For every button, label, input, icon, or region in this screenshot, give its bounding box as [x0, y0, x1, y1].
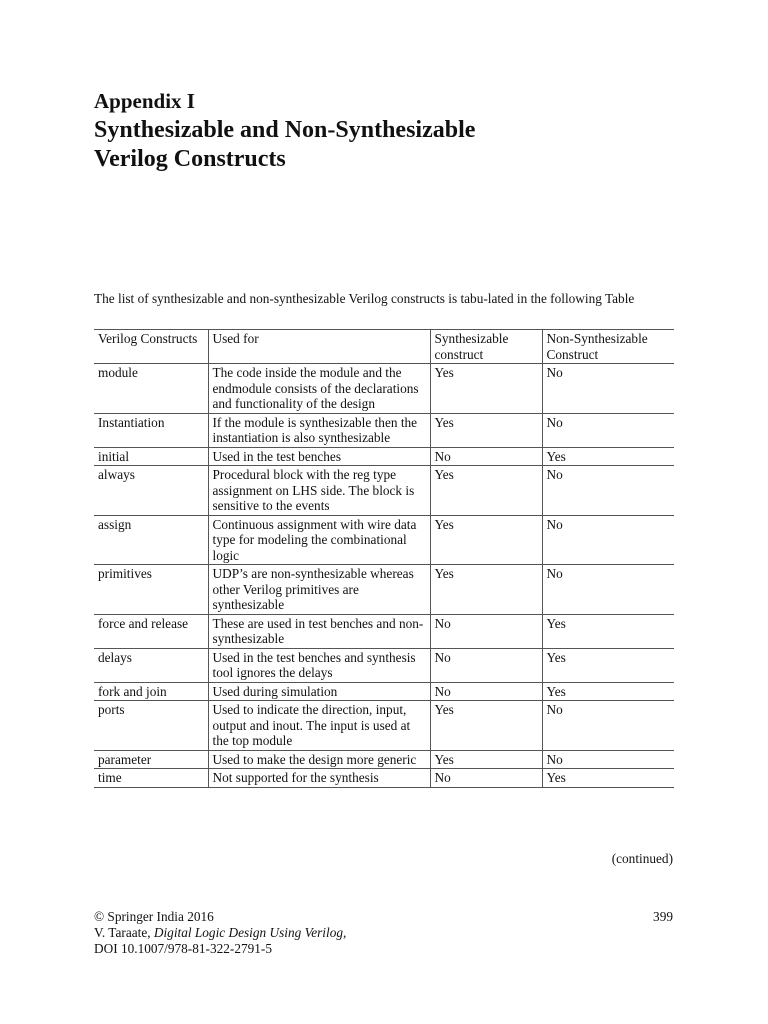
- used-for-cell: Procedural block with the reg type assignment on LHS side. The block is sensitive to the events: [208, 466, 430, 516]
- table-row: [94, 447, 674, 466]
- table-row: [94, 769, 674, 788]
- synthesizable-cell: No: [430, 769, 542, 788]
- used-for-cell: Used to make the design more generic: [208, 750, 430, 769]
- non-synthesizable-cell: No: [542, 466, 674, 516]
- synthesizable-cell: Yes: [430, 565, 542, 615]
- citation-comma: ,: [343, 925, 347, 940]
- used-for-cell: UDP’s are non-synthesizable whereas other Verilog primitives are synthesizable: [208, 565, 430, 615]
- synthesizable-cell: Yes: [430, 413, 542, 447]
- construct-cell: fork and join: [94, 682, 208, 701]
- synthesizable-cell: No: [430, 447, 542, 466]
- used-for-cell: Used to indicate the direction, input, output and inout. The input is used at the top module: [208, 701, 430, 751]
- used-for-cell: Not supported for the synthesis: [208, 769, 430, 788]
- copyright-line: © Springer India 2016: [94, 909, 214, 924]
- construct-cell: assign: [94, 515, 208, 565]
- continued-note: (continued): [611, 851, 673, 866]
- construct-cell: ports: [94, 701, 208, 751]
- construct-cell: parameter: [94, 750, 208, 769]
- construct-cell: module: [94, 364, 208, 414]
- doi-line: DOI 10.1007/978-81-322-2791-5: [94, 941, 273, 956]
- non-synthesizable-cell: No: [542, 515, 674, 565]
- non-synthesizable-cell: No: [542, 565, 674, 615]
- table-row: [94, 565, 674, 615]
- non-synthesizable-cell: Yes: [542, 682, 674, 701]
- non-synthesizable-cell: Yes: [542, 769, 674, 788]
- construct-cell: force and release: [94, 614, 208, 648]
- table-row: [94, 701, 674, 751]
- column-header: Non-Synthesizable Construct: [542, 330, 674, 364]
- table-row: [94, 682, 674, 701]
- table-row: [94, 466, 674, 516]
- page-title: [94, 116, 475, 174]
- non-synthesizable-cell: No: [542, 364, 674, 414]
- used-for-cell: If the module is synthesizable then the instantiation is also synthesizable: [208, 413, 430, 447]
- synthesizable-cell: Yes: [430, 701, 542, 751]
- synthesizable-cell: No: [430, 614, 542, 648]
- construct-cell: initial: [94, 447, 208, 466]
- synthesizable-cell: Yes: [430, 364, 542, 414]
- table-row: [94, 364, 674, 414]
- constructs-table: [94, 329, 674, 788]
- synthesizable-cell: Yes: [430, 466, 542, 516]
- used-for-cell: Used during simulation: [208, 682, 430, 701]
- used-for-cell: The code inside the module and the endmodule consists of the declarations and functionality of the design: [208, 364, 430, 414]
- non-synthesizable-cell: No: [542, 413, 674, 447]
- author-text: V. Taraate,: [94, 925, 154, 940]
- title-line-2: Verilog Constructs: [94, 146, 286, 172]
- synthesizable-cell: No: [430, 648, 542, 682]
- table-row: [94, 413, 674, 447]
- non-synthesizable-cell: No: [542, 750, 674, 769]
- construct-cell: time: [94, 769, 208, 788]
- table-row: [94, 515, 674, 565]
- non-synthesizable-cell: No: [542, 701, 674, 751]
- appendix-label: Appendix I: [94, 89, 195, 113]
- non-synthesizable-cell: Yes: [542, 614, 674, 648]
- synthesizable-cell: No: [430, 682, 542, 701]
- column-header: Synthesizable construct: [430, 330, 542, 364]
- construct-cell: Instantiation: [94, 413, 208, 447]
- footer-citation: [94, 909, 346, 957]
- used-for-cell: Continuous assignment with wire data type for modeling the combinational logic: [208, 515, 430, 565]
- book-title: Digital Logic Design Using Verilog: [153, 925, 343, 940]
- table-row: [94, 750, 674, 769]
- used-for-cell: Used in the test benches: [208, 447, 430, 466]
- construct-cell: primitives: [94, 565, 208, 615]
- column-header: Used for: [208, 330, 430, 364]
- table-row: [94, 648, 674, 682]
- synthesizable-cell: Yes: [430, 750, 542, 769]
- table-row: [94, 614, 674, 648]
- book-citation-line: [94, 925, 346, 941]
- synthesizable-cell: Yes: [430, 515, 542, 565]
- used-for-cell: These are used in test benches and non-synthesizable: [208, 614, 430, 648]
- column-header: Verilog Constructs: [94, 330, 208, 364]
- page-number: 399: [653, 909, 673, 924]
- intro-paragraph: The list of synthesizable and non-synthesizable Verilog constructs is tabu-lated in the following Table: [94, 291, 635, 306]
- non-synthesizable-cell: Yes: [542, 447, 674, 466]
- non-synthesizable-cell: Yes: [542, 648, 674, 682]
- construct-cell: delays: [94, 648, 208, 682]
- construct-cell: always: [94, 466, 208, 516]
- title-line-1: Synthesizable and Non-Synthesizable: [94, 117, 476, 143]
- table-header-row: [94, 330, 674, 364]
- used-for-cell: Used in the test benches and synthesis tool ignores the delays: [208, 648, 430, 682]
